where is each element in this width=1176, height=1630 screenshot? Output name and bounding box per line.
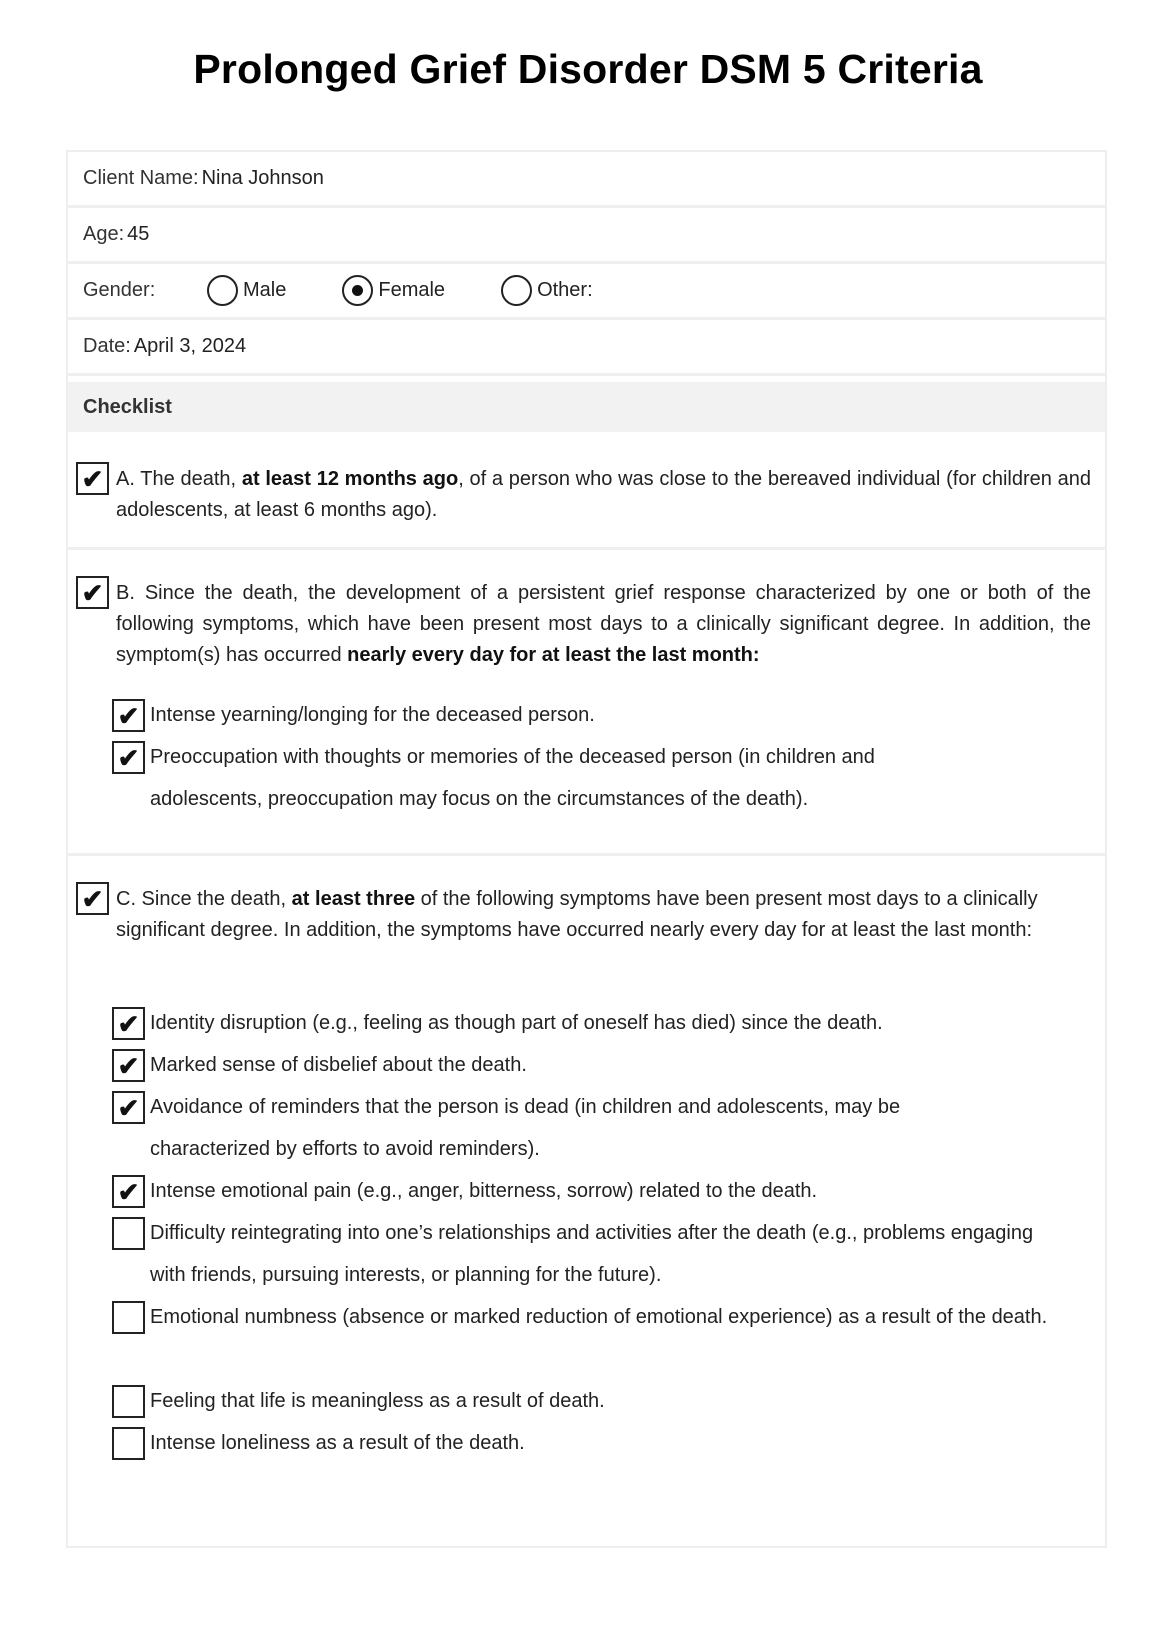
- age-label: Age:: [83, 223, 125, 245]
- gender-option-other[interactable]: [501, 275, 593, 306]
- symptom-checkbox[interactable]: [112, 699, 145, 732]
- criterion-text: [76, 578, 1091, 671]
- page-title: Prolonged Grief Disorder DSM 5 Criteria: [193, 46, 983, 92]
- checkmark-icon: ✔: [117, 1176, 140, 1207]
- symptom-item: [112, 1390, 1065, 1422]
- checkmark-icon: ✔: [117, 700, 140, 731]
- criterion-checkbox[interactable]: [76, 576, 109, 609]
- symptom-item: [112, 1176, 1065, 1212]
- criterion-text: [76, 884, 1045, 946]
- criterion-text-part: B. Since the death, the development of a persistent grief response characterized by one or both of the following symptoms, which have been present most days to a clinically significant degree. In addition, the symptom(s) has occurred: [116, 582, 1091, 666]
- gender-row: [68, 264, 1105, 320]
- symptom-checkbox[interactable]: [112, 1217, 145, 1250]
- symptom-item: [112, 1222, 1065, 1296]
- criterion-text: [76, 464, 1091, 526]
- gender-option-female[interactable]: [342, 275, 445, 306]
- symptom-text: Intense emotional pain (e.g., anger, bitterness, sorrow) related to the death.: [150, 1180, 818, 1202]
- criterion-text-emphasis: at least 12 months ago: [241, 468, 459, 490]
- checkmark-icon: ✔: [81, 577, 104, 608]
- symptom-text: Identity disruption (e.g., feeling as though part of oneself has died) since the death.: [150, 1012, 883, 1034]
- checkmark-icon: ✔: [81, 883, 104, 914]
- criterion-text-emphasis: nearly every day for at least the last month:: [347, 644, 760, 666]
- criterion-b: [76, 578, 1091, 671]
- age-row: [68, 208, 1105, 264]
- checkmark-icon: ✔: [117, 742, 140, 773]
- criterion-a-section: [68, 432, 1105, 550]
- criterion-text-emphasis: at least three: [291, 888, 416, 910]
- date-label: Date:: [83, 335, 131, 357]
- radio-other[interactable]: [501, 275, 532, 306]
- symptom-item: [112, 1432, 1065, 1464]
- criterion-checkbox[interactable]: [76, 462, 109, 495]
- symptom-item: [112, 1092, 1065, 1170]
- symptom-checkbox[interactable]: [112, 1301, 145, 1334]
- symptom-text: Intense yearning/longing for the deceased person.: [150, 704, 595, 726]
- criterion-checkbox[interactable]: [76, 882, 109, 915]
- symptom-checkbox[interactable]: [112, 1175, 145, 1208]
- symptom-item: [112, 1008, 1065, 1044]
- client-name-label: Client Name:: [83, 167, 199, 189]
- symptom-checkbox[interactable]: [112, 1007, 145, 1040]
- symptom-text: Preoccupation with thoughts or memories of the deceased person (in children and adolescents, preoccupation may focus on the circumstances of the death).: [150, 746, 875, 810]
- gender-label: Gender:: [83, 279, 156, 301]
- radio-male[interactable]: [207, 275, 238, 306]
- symptom-item: [112, 700, 1065, 736]
- checklist-header: Checklist: [68, 382, 1105, 432]
- client-name-field[interactable]: Nina Johnson: [201, 167, 324, 189]
- checkmark-icon: ✔: [117, 1092, 140, 1123]
- symptom-text: Emotional numbness (absence or marked reduction of emotional experience) as a result of the death.: [150, 1306, 1048, 1328]
- gender-option-label: Other:: [537, 279, 593, 301]
- criterion-text-part: of the following symptoms have been present most days to a clinically significant degree. In addition, the symptoms have occurred nearly every day for at least the last month:: [116, 888, 1038, 941]
- symptom-item: [112, 1306, 1065, 1338]
- symptom-item: [112, 742, 1065, 820]
- criterion-a: [76, 464, 1091, 526]
- criterion-b-section: [68, 550, 1105, 856]
- checkmark-icon: ✔: [81, 463, 104, 494]
- symptom-checkbox[interactable]: [112, 741, 145, 774]
- gender-option-label: Male: [243, 279, 287, 301]
- radio-female[interactable]: [342, 275, 373, 306]
- gender-option-male[interactable]: [207, 275, 286, 306]
- criterion-c: [76, 884, 1045, 946]
- criterion-text-part: C. Since the death,: [116, 888, 292, 910]
- checkmark-icon: ✔: [117, 1008, 140, 1039]
- symptom-text: Avoidance of reminders that the person is dead (in children and adolescents, may be characterized by efforts to avoid reminders).: [150, 1096, 901, 1160]
- criteria-form: [66, 150, 1107, 1548]
- symptom-checkbox[interactable]: [112, 1385, 145, 1418]
- symptom-checkbox[interactable]: [112, 1091, 145, 1124]
- client-name-row: [68, 152, 1105, 208]
- criterion-c-section: [68, 856, 1105, 1548]
- symptom-checkbox[interactable]: [112, 1049, 145, 1082]
- criterion-text-part: A. The death,: [116, 468, 242, 490]
- symptom-text: Intense loneliness as a result of the death.: [150, 1432, 525, 1454]
- symptom-text: Feeling that life is meaningless as a result of death.: [150, 1390, 605, 1412]
- symptom-text: Marked sense of disbelief about the death.: [150, 1054, 527, 1076]
- date-row: [68, 320, 1105, 376]
- gender-option-label: Female: [378, 279, 446, 301]
- checkmark-icon: ✔: [117, 1050, 140, 1081]
- symptom-checkbox[interactable]: [112, 1427, 145, 1460]
- date-field[interactable]: April 3, 2024: [133, 335, 247, 357]
- symptom-text: Difficulty reintegrating into one’s relationships and activities after the death (e.g., problems engaging with friends, pursuing interests, or planning for the future).: [150, 1222, 1034, 1286]
- criterion-text-part: , of a person who was close to the bereaved individual (for children and adolescents, at least 6 months ago).: [116, 468, 1091, 521]
- symptom-item: [112, 1050, 1065, 1086]
- age-field[interactable]: 45: [127, 223, 150, 245]
